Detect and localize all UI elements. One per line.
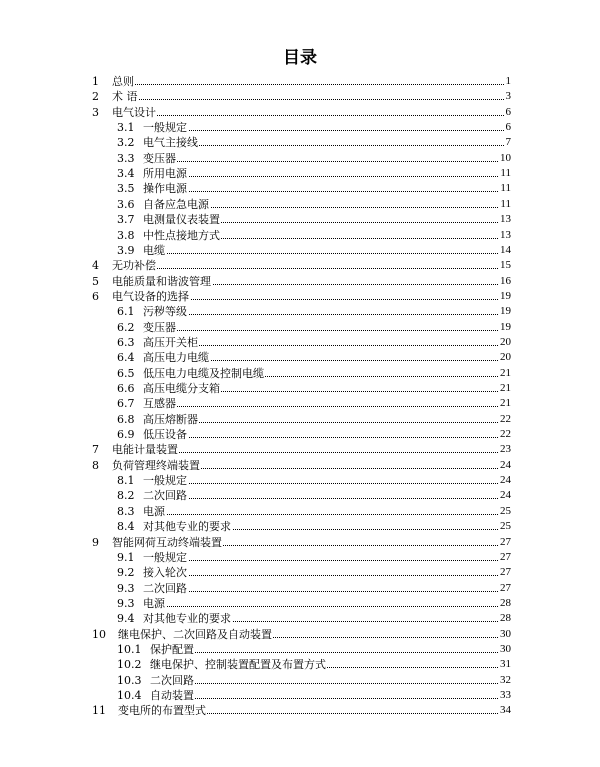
toc-entry-page-number: 10 <box>499 151 511 166</box>
toc-entry[interactable] <box>0 151 600 166</box>
toc-entry-page-number: 27 <box>499 535 511 550</box>
toc-entry[interactable] <box>0 105 600 120</box>
toc-entry[interactable] <box>0 535 600 550</box>
toc-dot-leader <box>143 483 510 484</box>
toc-entry[interactable] <box>0 212 600 227</box>
toc-entry-number: 6.9 <box>117 428 135 442</box>
toc-entry-page-number: 27 <box>499 581 511 596</box>
toc-dot-leader <box>143 330 510 331</box>
toc-entry[interactable] <box>0 550 600 565</box>
toc-entry[interactable] <box>0 335 600 350</box>
toc-entry[interactable] <box>0 488 600 503</box>
toc-entry[interactable] <box>0 657 600 672</box>
toc-entry[interactable] <box>0 181 600 196</box>
toc-entry[interactable] <box>0 366 600 381</box>
toc-entry-label: 中性点接地方式 <box>143 228 220 242</box>
toc-entry-page-number: 28 <box>499 596 511 611</box>
toc-entry-page-number: 1 <box>505 74 512 89</box>
toc-entry-label: 操作电源 <box>143 182 187 196</box>
toc-entry-label: 电气主接线 <box>143 136 198 150</box>
toc-entry-number: 9.3 <box>117 581 135 595</box>
toc-entry[interactable] <box>0 274 600 289</box>
toc-entry-number: 6.3 <box>117 335 135 349</box>
toc-dot-leader <box>143 253 510 254</box>
toc-dot-leader <box>143 591 510 592</box>
toc-entry-label: 变电所的布置型式 <box>118 704 206 718</box>
toc-entry-label: 一般规定 <box>143 550 187 564</box>
toc-entry-number: 8.1 <box>117 474 135 488</box>
toc-entry-page-number: 11 <box>499 181 511 196</box>
toc-entry-page-number: 21 <box>499 396 511 411</box>
toc-entry[interactable] <box>0 703 600 718</box>
toc-entry[interactable] <box>0 642 600 657</box>
toc-entry-label: 变压器 <box>143 320 176 334</box>
toc-entry-number: 10.2 <box>117 658 142 672</box>
toc-entry-number: 3.1 <box>117 121 135 135</box>
toc-entry-label: 术 语 <box>112 90 138 104</box>
toc-entry-number: 11 <box>92 704 106 718</box>
toc-entry-page-number: 24 <box>499 473 511 488</box>
toc-entry-label: 保护配置 <box>150 642 194 656</box>
toc-entry-label: 接入轮次 <box>143 566 187 580</box>
toc-entry-number: 8.2 <box>117 489 135 503</box>
toc-dot-leader <box>143 161 510 162</box>
toc-entry-page-number: 27 <box>499 565 511 580</box>
toc-entry[interactable] <box>0 350 600 365</box>
toc-entry-label: 继电保护、控制装置配置及布置方式 <box>150 658 326 672</box>
toc-entry-page-number: 31 <box>499 657 511 672</box>
toc-entry[interactable] <box>0 581 600 596</box>
toc-dot-leader <box>143 498 510 499</box>
toc-entry-page-number: 3 <box>505 89 512 104</box>
toc-entry-page-number: 19 <box>499 304 511 319</box>
toc-entry-label: 自备应急电源 <box>143 197 209 211</box>
toc-entry[interactable] <box>0 611 600 626</box>
toc-entry-number: 3.8 <box>117 228 135 242</box>
toc-entry[interactable] <box>0 412 600 427</box>
toc-entry[interactable] <box>0 304 600 319</box>
toc-entry-label: 电测量仪表装置 <box>143 213 220 227</box>
toc-entry-label: 对其他专业的要求 <box>143 612 231 626</box>
toc-entry-label: 电能质量和谐波管理 <box>112 274 211 288</box>
toc-entry-label: 对其他专业的要求 <box>143 520 231 534</box>
toc-entry-label: 电源 <box>143 596 165 610</box>
toc-entry-page-number: 16 <box>499 274 511 289</box>
toc-dot-leader <box>150 698 510 699</box>
toc-entry[interactable] <box>0 627 600 642</box>
toc-dot-leader <box>112 84 510 85</box>
toc-entry[interactable] <box>0 135 600 150</box>
toc-entry-number: 1 <box>92 75 99 88</box>
toc-entry-page-number: 6 <box>505 120 512 135</box>
toc-entry[interactable] <box>0 166 600 181</box>
toc-entry-page-number: 20 <box>499 350 511 365</box>
toc-entry-number: 9.3 <box>117 596 135 610</box>
toc-entry-number: 3.3 <box>117 151 135 165</box>
toc-entry-number: 6.2 <box>117 320 135 334</box>
toc-entry-page-number: 25 <box>499 504 511 519</box>
toc-entry[interactable] <box>0 243 600 258</box>
toc-entry-label: 一般规定 <box>143 121 187 135</box>
toc-entry-number: 9.1 <box>117 550 135 564</box>
toc-entry-label: 低压设备 <box>143 428 187 442</box>
toc-entry-number: 6.4 <box>117 351 135 365</box>
toc-entry-page-number: 24 <box>499 488 511 503</box>
toc-entry-label: 总则 <box>112 75 134 88</box>
toc-entry-label: 二次回路 <box>150 673 194 687</box>
toc-entry-page-number: 25 <box>499 519 511 534</box>
toc-entry-label: 所用电源 <box>143 167 187 181</box>
toc-dot-leader <box>143 514 510 515</box>
toc-entry-page-number: 6 <box>505 105 512 120</box>
toc-entry-page-number: 30 <box>499 642 511 657</box>
toc-entry-label: 高压熔断器 <box>143 412 198 426</box>
toc-entry-label: 变压器 <box>143 151 176 165</box>
toc-entry-number: 3.5 <box>117 182 135 196</box>
toc-entry-page-number: 19 <box>499 289 511 304</box>
toc-entry[interactable] <box>0 396 600 411</box>
toc-entry[interactable] <box>0 596 600 611</box>
toc-entry-number: 8 <box>92 458 99 472</box>
toc-entry-number: 3 <box>92 105 99 119</box>
toc-entry-label: 智能网荷互动终端装置 <box>112 535 222 549</box>
toc-dot-leader <box>112 115 510 116</box>
toc-entry-page-number: 7 <box>505 135 512 150</box>
toc-entry-label: 电能计量装置 <box>112 443 178 457</box>
page-title: 目录 <box>283 48 317 68</box>
toc-entry-label: 电气设计 <box>112 105 156 119</box>
toc-entry-number: 8.4 <box>117 520 135 534</box>
toc-dot-leader <box>112 99 510 100</box>
toc-dot-leader <box>143 437 510 438</box>
toc-entry[interactable] <box>0 519 600 534</box>
toc-entry-label: 低压电力电缆及控制电缆 <box>143 366 264 380</box>
toc-entry[interactable] <box>0 673 600 688</box>
toc-entry-number: 3.6 <box>117 197 135 211</box>
toc-entry-number: 3.2 <box>117 136 135 150</box>
toc-entry[interactable] <box>0 228 600 243</box>
toc-entry-label: 一般规定 <box>143 474 187 488</box>
toc-dot-leader <box>143 406 510 407</box>
toc-entry[interactable] <box>0 89 600 104</box>
toc-entry-label: 电源 <box>143 504 165 518</box>
toc-entry-label: 污秽等级 <box>143 305 187 319</box>
toc-entry-number: 5 <box>92 274 99 288</box>
toc-entry-number: 10.4 <box>117 689 142 702</box>
toc-entry[interactable] <box>0 504 600 519</box>
toc-entry-number: 2 <box>92 90 99 104</box>
toc-entry-label: 自动装置 <box>150 689 194 702</box>
toc-entry-page-number: 34 <box>499 703 511 718</box>
toc-entry-number: 10.1 <box>117 642 142 656</box>
toc-entry-label: 二次回路 <box>143 581 187 595</box>
toc-entry-number: 6.7 <box>117 397 135 411</box>
toc-entry-page-number: 20 <box>499 335 511 350</box>
toc-entry-page-number: 21 <box>499 366 511 381</box>
toc-entry-number: 6 <box>92 289 99 303</box>
toc-entry-number: 6.6 <box>117 382 135 395</box>
toc-entry-page-number: 24 <box>499 458 511 473</box>
toc-entry[interactable] <box>0 381 600 396</box>
toc-entry-number: 6.8 <box>117 412 135 426</box>
toc-entry-label: 无功补偿 <box>112 259 156 273</box>
toc-entry-page-number: 11 <box>499 197 511 212</box>
toc-dot-leader <box>143 314 510 315</box>
toc-entry[interactable] <box>0 289 600 304</box>
toc-entry-page-number: 11 <box>499 166 511 181</box>
toc-entry-page-number: 22 <box>499 427 511 442</box>
toc-dot-leader <box>150 652 510 653</box>
toc-entry[interactable] <box>0 74 600 89</box>
toc-entry-label: 高压电力电缆 <box>143 351 209 365</box>
toc-dot-leader <box>143 575 510 576</box>
toc-entry-page-number: 33 <box>499 688 511 703</box>
toc-entry[interactable] <box>0 688 600 703</box>
toc-entry-page-number: 13 <box>499 228 511 243</box>
toc-dot-leader <box>150 683 510 684</box>
toc-entry-number: 7 <box>92 443 99 457</box>
toc-entry-number: 6.1 <box>117 305 135 319</box>
toc-dot-leader <box>143 191 510 192</box>
toc-entry-number: 8.3 <box>117 504 135 518</box>
toc-entry-number: 3.4 <box>117 167 135 181</box>
toc-entry-label: 电缆 <box>143 243 165 257</box>
toc-entry-number: 10.3 <box>117 673 142 687</box>
toc-entry-label: 继电保护、二次回路及自动装置 <box>118 627 272 641</box>
toc-entry-page-number: 27 <box>499 550 511 565</box>
toc-entry-page-number: 13 <box>499 212 511 227</box>
toc-entry-number: 3.9 <box>117 243 135 257</box>
toc-dot-leader <box>143 560 510 561</box>
toc-entry-number: 9 <box>92 535 99 549</box>
toc-entry[interactable] <box>0 197 600 212</box>
toc-entry-page-number: 28 <box>499 611 511 626</box>
toc-entry-label: 高压电缆分支箱 <box>143 382 220 395</box>
toc-entry-label: 二次回路 <box>143 489 187 503</box>
toc-entry[interactable] <box>0 320 600 335</box>
toc-entry-page-number: 30 <box>499 627 511 642</box>
toc-dot-leader <box>143 130 510 131</box>
toc-dot-leader <box>112 268 510 269</box>
toc-entry[interactable] <box>0 427 600 442</box>
toc-entry-label: 高压开关柜 <box>143 335 198 349</box>
toc-entry[interactable] <box>0 442 600 457</box>
toc-entry-page-number: 32 <box>499 673 511 688</box>
toc-entry-label: 互感器 <box>143 397 176 411</box>
toc-entry[interactable] <box>0 258 600 273</box>
toc-entry-page-number: 19 <box>499 320 511 335</box>
toc-entry[interactable] <box>0 565 600 580</box>
toc-dot-leader <box>143 606 510 607</box>
toc-entry-page-number: 22 <box>499 412 511 427</box>
toc-entry-page-number: 14 <box>499 243 511 258</box>
toc-entry-label: 电气设备的选择 <box>112 289 189 303</box>
toc-entry-page-number: 23 <box>499 442 511 457</box>
toc-entry[interactable] <box>0 458 600 473</box>
toc-entry-page-number: 15 <box>499 258 511 273</box>
toc-entry-label: 负荷管理终端装置 <box>112 458 200 472</box>
toc-entry-number: 10 <box>92 627 106 641</box>
toc-entry-number: 3.7 <box>117 213 135 227</box>
toc-entry-number: 4 <box>92 259 99 273</box>
toc-entry[interactable] <box>0 120 600 135</box>
toc-entry-number: 6.5 <box>117 366 135 380</box>
toc-entry-page-number: 21 <box>499 381 511 396</box>
toc-dot-leader <box>143 176 510 177</box>
toc-entry-number: 9.2 <box>117 566 135 580</box>
toc-entry-number: 9.4 <box>117 612 135 626</box>
toc-entry[interactable] <box>0 473 600 488</box>
